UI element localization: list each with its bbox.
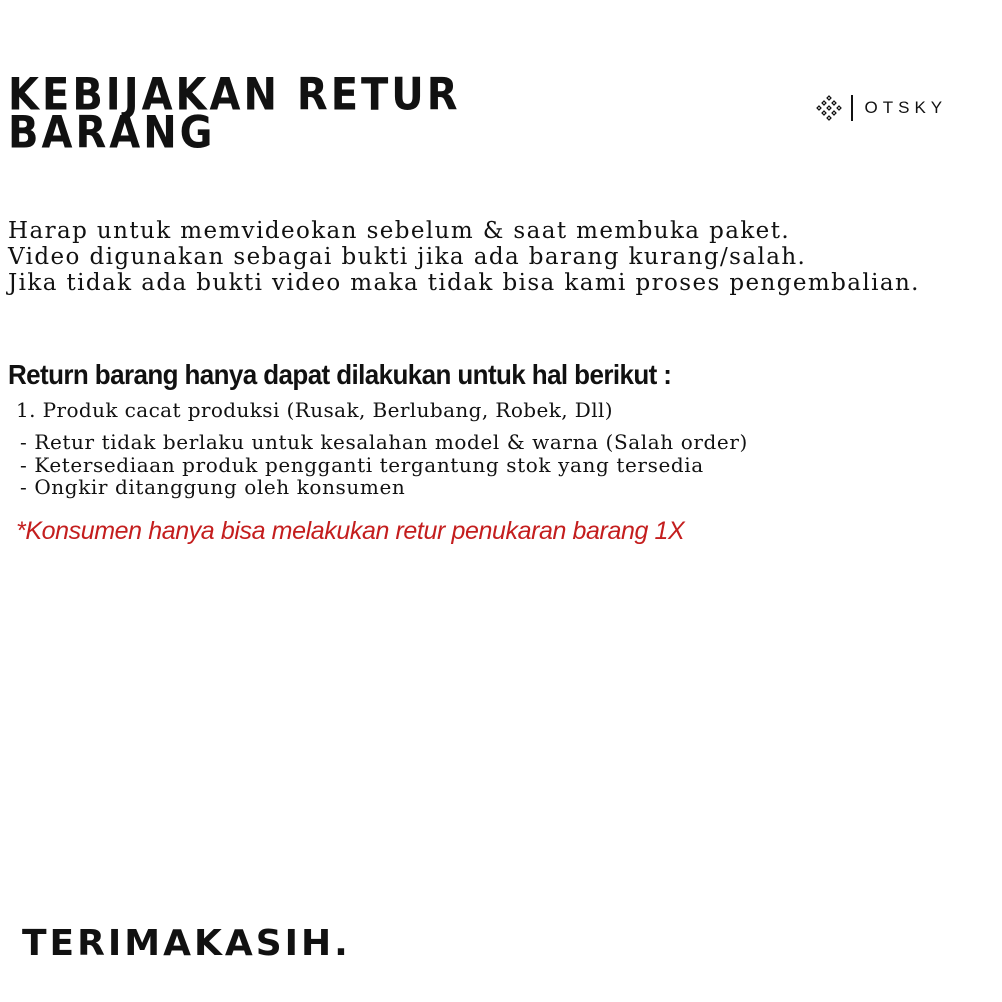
return-note-stock: - Ketersediaan produk pengganti tergantung stok yang tersedia [20,452,704,477]
return-condition-item-1: 1. Produk cacat produksi (Rusak, Berlubang, Robek, Dll) [16,398,613,422]
return-notes-list [20,431,748,499]
return-conditions-heading: Return barang hanya dapat dilakukan untuk hal berikut : [8,358,672,391]
page-title-line-1: KEBIJAKAN RETUR [8,69,461,121]
closing-thanks: TERIMAKASIH. [22,923,351,964]
page-title [8,69,461,159]
intro-line-1: Harap untuk memvideokan sebelum & saat membuka paket. [8,218,791,244]
return-note-shipping: - Ongkir ditanggung oleh konsumen [20,475,406,499]
intro-line-2: Video digunakan sebagai bukti jika ada barang kurang/salah. [8,244,807,270]
return-limit-notice: *Konsumen hanya bisa melakukan retur penukaran barang 1X [16,517,685,545]
otsky-lattice-icon [816,95,842,121]
brand-name: OTSKY [864,98,948,117]
page-title-line-2: BARANG [8,107,216,159]
return-note-model-color: - Retur tidak berlaku untuk kesalahan model & warna (Salah order) [20,430,748,454]
brand-logo [816,93,947,123]
intro-line-3: Jika tidak ada bukti video maka tidak bisa kami proses pengembalian. [8,270,920,296]
intro-paragraph [8,218,920,296]
logo-divider [851,95,853,121]
